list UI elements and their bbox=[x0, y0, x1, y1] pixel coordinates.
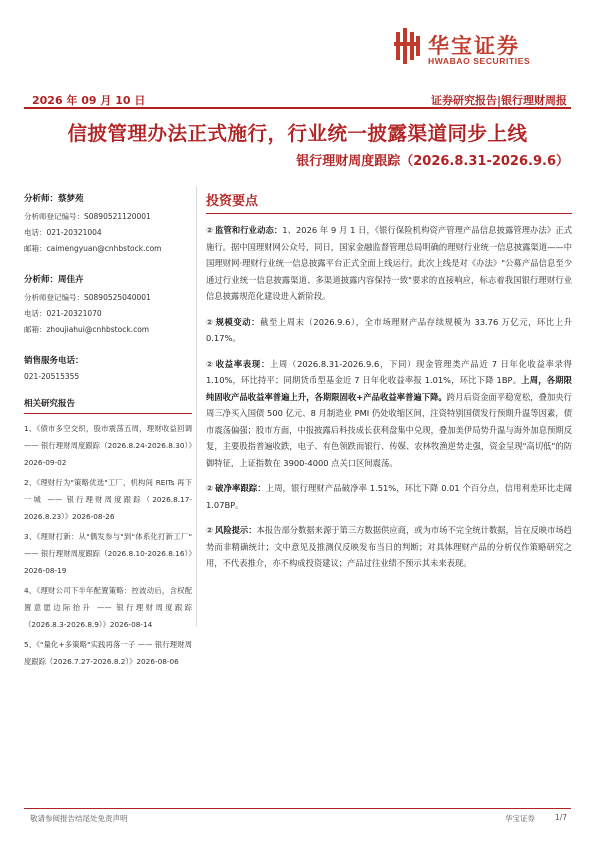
brand-name-en: HWABAO SECURITIES bbox=[428, 56, 531, 66]
paragraph-text: 1、2026 年 9 月 1 日，《银行保险机构资产管理产品信息披露管理办法》正式施行。据中国理财网公众号，同日，国家金融监督管理总局明确的理财行业统一信息披露渠道——中国理财网·理财行业统一信息披露平台正式全面上线运行。此次上线是对《办法》"公募产品信息至少通过行业统一信息披露渠道、多渠道披露内容保持一致"要求的直接响应，标志着我国银行理财行业信息披露规范化建设进入新阶段。 bbox=[206, 225, 572, 301]
report-type: 证券研究报告|银行理财周报 bbox=[430, 94, 567, 107]
analyst-card bbox=[24, 192, 192, 257]
related-report-item[interactable]: 1、《债市多空交织，股市震荡五周，理财收益回调 —— 银行理财周度跟踪（2026.8.24-2026.8.30）》2026-09-02 bbox=[24, 424, 192, 467]
report-date: 2026 年 09 月 10 日 bbox=[32, 94, 146, 107]
footer-divider bbox=[24, 808, 571, 809]
paragraph-lead: 破净率跟踪： bbox=[215, 483, 266, 493]
related-report-item[interactable]: 2、《理财行为"策略优选"工厂，机构间 REITs 再下一城 —— 银行理财周度跟踪（2026.8.17-2026.8.23）》2026-08-26 bbox=[24, 478, 192, 521]
paragraph-yield bbox=[206, 356, 572, 472]
related-report-item[interactable]: 4、《理财公司下半年配置策略：控波动后，含权配置意愿边际抬升 —— 银行理财周度跟踪（2026.8.3-2026.8.9）》2026-08-14 bbox=[24, 586, 192, 629]
sales-phone: 021-20515355 bbox=[24, 372, 80, 381]
brand-logo bbox=[394, 24, 564, 70]
report-title: 信披管理办法正式施行，行业统一披露渠道同步上线 bbox=[67, 122, 528, 145]
analyst-name: 分析师：周佳卉 bbox=[24, 275, 84, 285]
main-content bbox=[206, 190, 572, 581]
analyst-email[interactable]: 邮箱：caimengyuan@cnhbstock.com bbox=[24, 244, 162, 253]
related-report-item[interactable]: 5、《"量化+多策略"实践再落一子 —— 银行理财周度跟踪（2026.7.27-2026.8.2）》2026-08-06 bbox=[24, 640, 192, 666]
paragraph-lead: 规模变动： bbox=[215, 316, 261, 327]
paragraph-lead: 监管和行业动态： bbox=[215, 225, 283, 235]
analyst-card bbox=[24, 273, 192, 338]
paragraph-text: 本报告部分数据来源于第三方数据供应商，或为市场不完全统计数据，旨在反映市场趋势而非精确统计；文中意见及推测仅反映发布当日的判断；对具体理财产品的分析仅作策略研究之用，不代表推介，亦不构成投资建议；产品过往业绩不预示其未来表现。 bbox=[206, 525, 572, 568]
sidebar bbox=[24, 192, 192, 673]
paragraph-scale bbox=[206, 314, 572, 347]
paragraph-text: 截至上周末（2026.9.6），全市场理财产品存续规模为 33.76 万亿元，环比上升 0.17%。 bbox=[206, 316, 572, 343]
report-header-bar bbox=[24, 90, 571, 108]
report-subtitle: 银行理财周度跟踪（2026.8.31-2026.9.6） bbox=[296, 154, 569, 169]
paragraph-text: 上周，银行理财产品破净率 1.51%，环比下降 0.01 个百分点，信用利差环比走阔 1.07BP。 bbox=[206, 483, 572, 510]
paragraph-highlight: 上周，各期限纯固收产品收益率普遍上升，各期限固收+产品收益率普遍下降。 bbox=[206, 375, 572, 402]
bullet-icon: ② bbox=[206, 525, 214, 535]
sales-heading: 销售服务电话： bbox=[24, 356, 84, 366]
section-heading: 投资要点 bbox=[206, 190, 572, 214]
paragraph-text-tail: 跨月后资金面平稳宽松，叠加央行周三净买入国债 500 亿元、8 月制造业 PMI 仍处收缩区间，注资特别国债发行预期升温等因素，债市震荡偏强；股市方面，中报披露后科技成长获利盘集中兑现，叠加美伊局势升温与海外加息预期反复，主要股指普遍收跌，电子、有色领跌而银行、传媒、农林牧渔逆势走强，资金呈现"高切低"的防御特征，上证指数在 3900-4000 点关口区间震荡。 bbox=[206, 391, 572, 468]
bullet-icon: ② bbox=[206, 483, 214, 493]
paragraph-risk bbox=[206, 522, 572, 572]
bullet-icon: ② bbox=[206, 316, 214, 327]
column-divider bbox=[196, 186, 197, 626]
analyst-phone: 电话：021-20321070 bbox=[24, 309, 102, 318]
analyst-cert: 分析师登记编号：S0890525040001 bbox=[24, 293, 151, 302]
footer-brand: 华宝证券 bbox=[505, 814, 535, 823]
header-divider bbox=[24, 107, 571, 109]
brand-name-cn: 华宝证券 bbox=[428, 34, 520, 58]
page-number: 1/7 bbox=[554, 813, 567, 822]
paragraph-text: 上周（2026.8.31-2026.9.6，下同）现金管理类产品近 7 日年化收益率录得 1.10%，环比持平；同期货币型基金近 7 日年化收益率报 1.01%，环比下降 1BP。 bbox=[206, 358, 572, 385]
bullet-icon: ② bbox=[206, 358, 214, 369]
analyst-name: 分析师：蔡梦苑 bbox=[24, 194, 84, 204]
analyst-phone: 电话：021-20321004 bbox=[24, 228, 102, 237]
paragraph-lead: 风险提示： bbox=[215, 525, 257, 535]
paragraph-nav bbox=[206, 480, 572, 513]
disclaimer-note: 敬请参阅报告结尾处免责声明 bbox=[30, 814, 128, 823]
analyst-email[interactable]: 邮箱：zhoujiahui@cnhbstock.com bbox=[24, 325, 150, 334]
related-report-item[interactable]: 3、《理财打新：从"偶发参与"到"体系化打新工厂" —— 银行理财周度跟踪（2026.8.10-2026.8.16）》2026-08-19 bbox=[24, 532, 192, 575]
related-reports-heading: 相关研究报告 bbox=[24, 397, 192, 414]
paragraph-regulatory bbox=[206, 222, 572, 305]
paragraph-lead: 收益率表现： bbox=[215, 358, 270, 369]
analyst-cert: 分析师登记编号：S0890521120001 bbox=[24, 212, 151, 221]
bullet-icon: ② bbox=[206, 225, 214, 235]
brand-mark-icon bbox=[394, 28, 424, 64]
